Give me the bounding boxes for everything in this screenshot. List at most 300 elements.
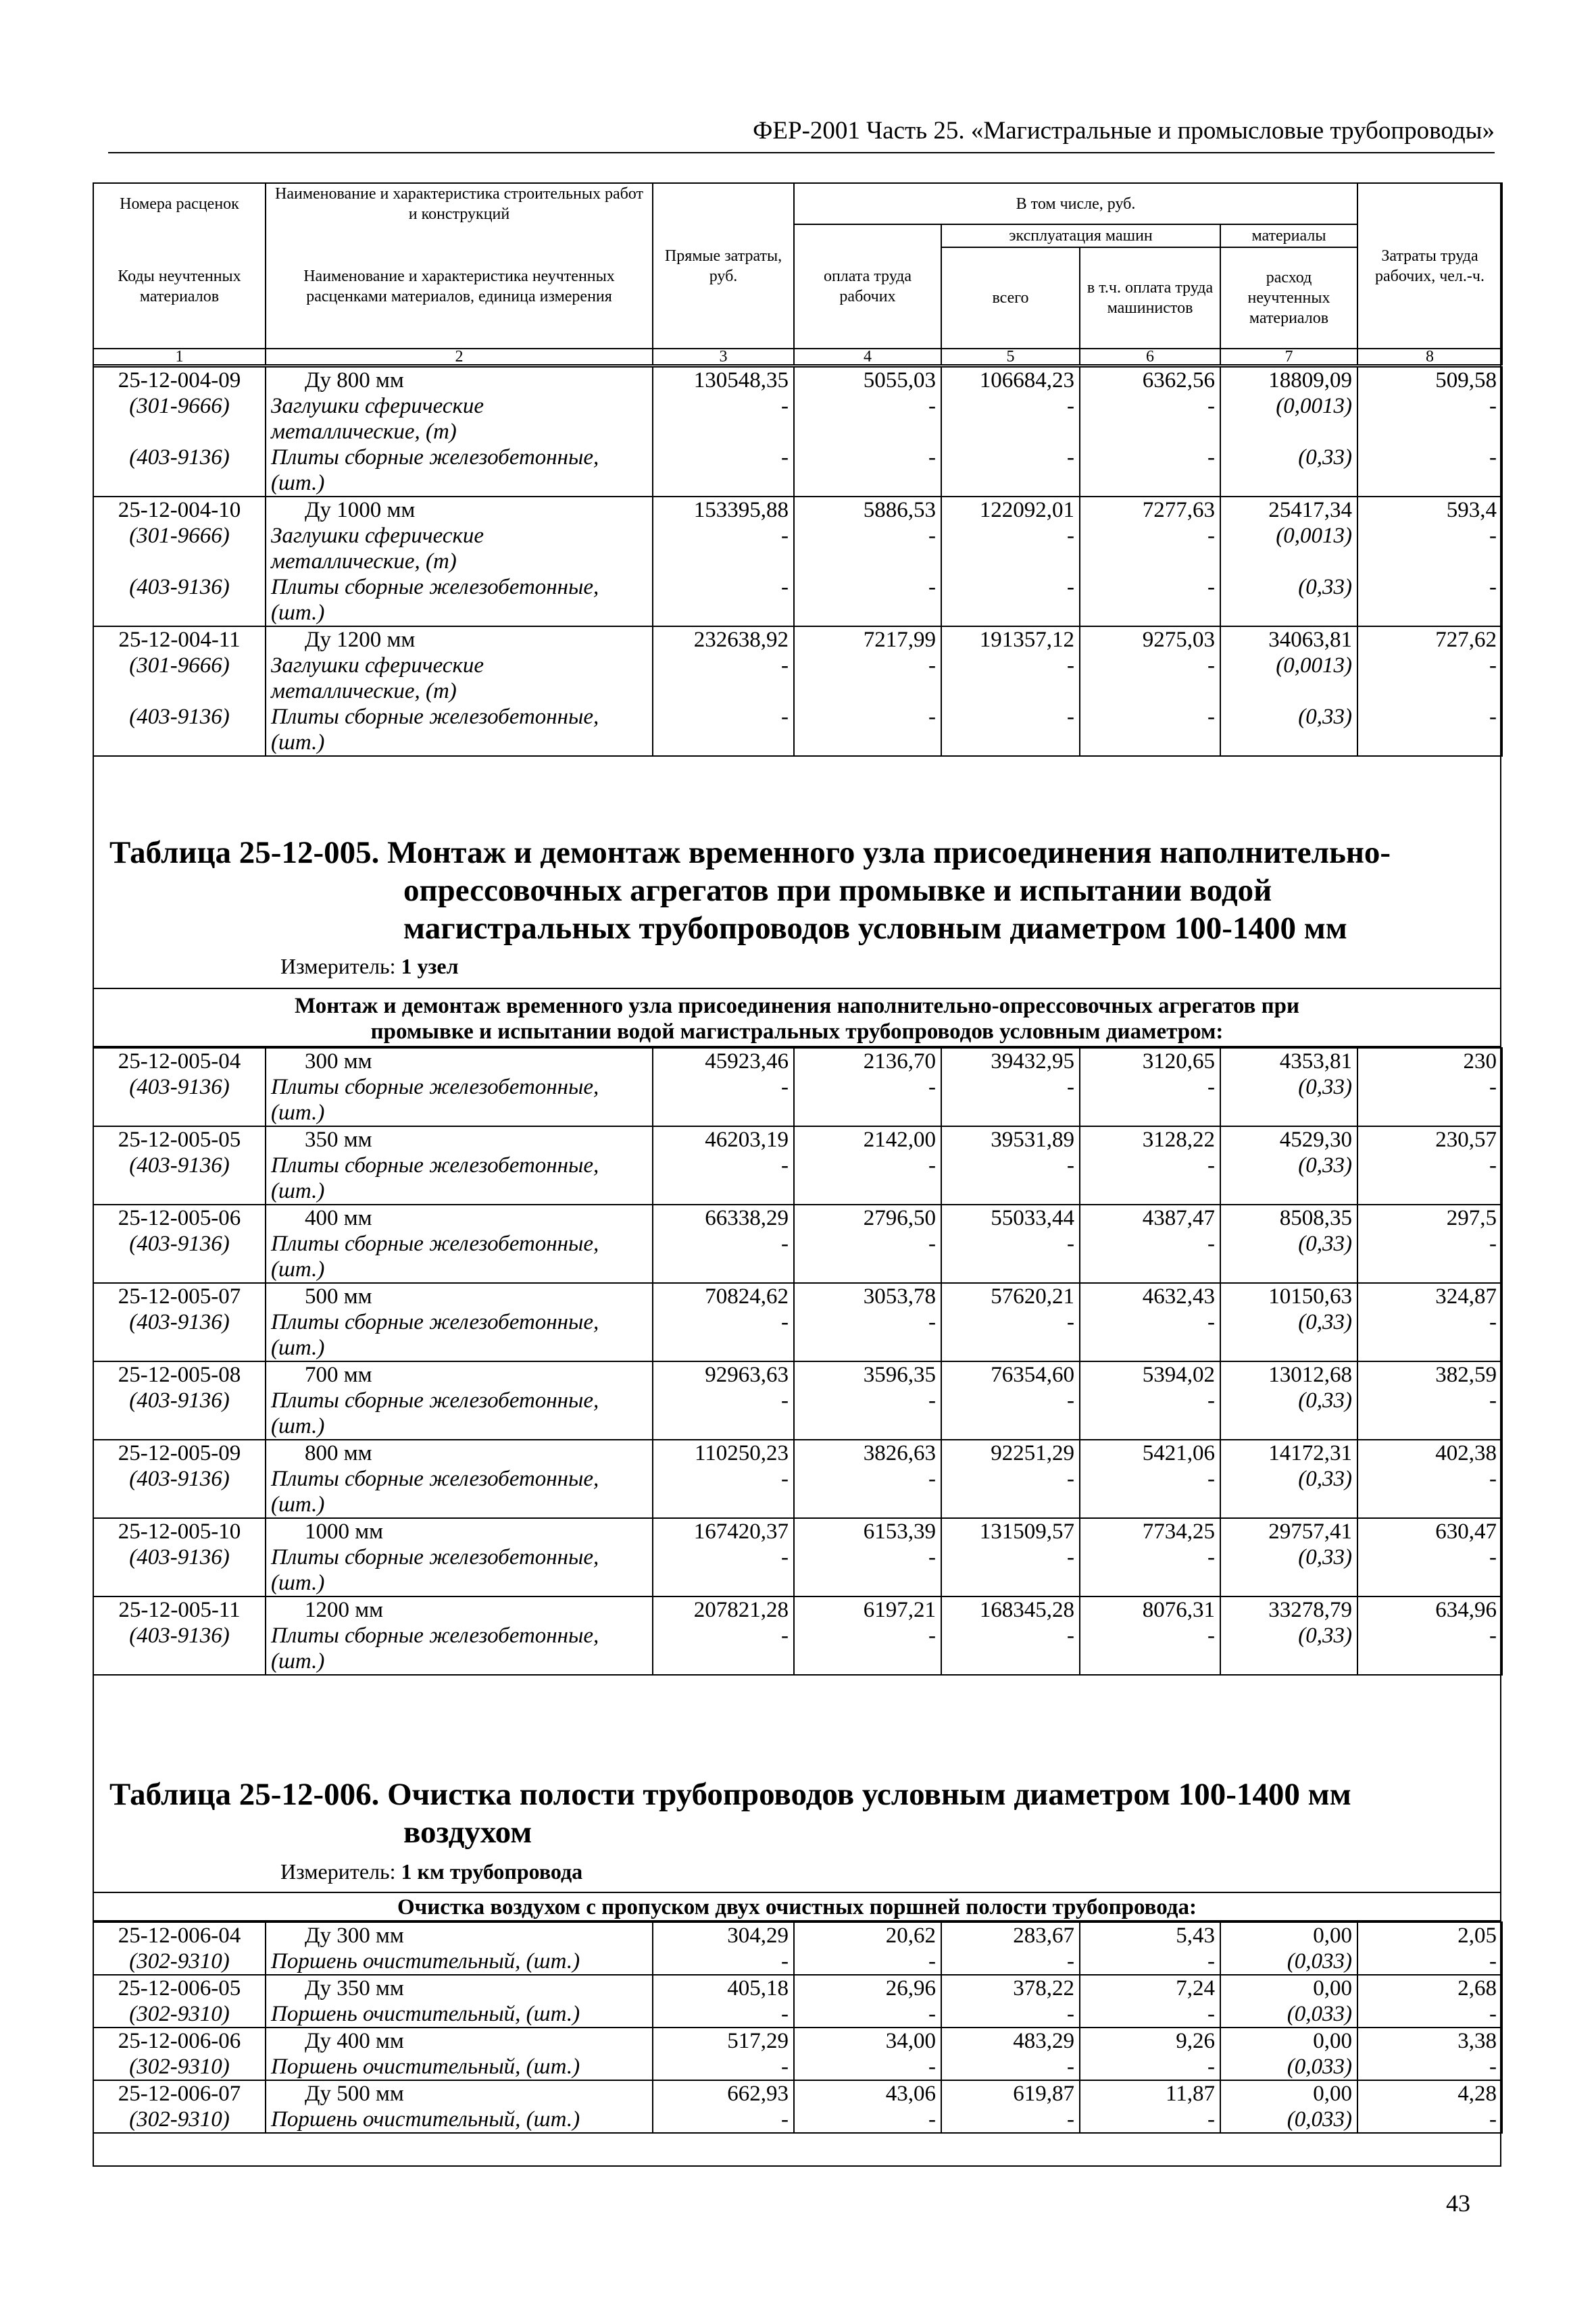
value-cell [1080, 1205, 1220, 1283]
dash-value: - [1067, 445, 1074, 470]
cell-line: 3053,78 [863, 1284, 936, 1309]
value-cell [653, 1518, 794, 1596]
cell-line: Плиты сборные железобетонные, [271, 445, 599, 470]
dash-value: - [1207, 653, 1215, 678]
cell-line: 25417,34 [1268, 498, 1352, 522]
value-cell [794, 1975, 941, 2028]
cell-line: 5055,03 [863, 368, 936, 393]
cell-line: (0,33) [1298, 1153, 1352, 1178]
value-cell [1080, 626, 1220, 756]
cell-line-blank [1363, 1649, 1497, 1674]
dash-value: - [1207, 1075, 1215, 1099]
cell-line-blank [799, 419, 936, 445]
cell-line: 45923,46 [705, 1049, 789, 1074]
cell-line-blank [947, 1100, 1074, 1126]
dash-value: - [1067, 394, 1074, 418]
cell-line: 25-12-005-05 [118, 1128, 241, 1152]
dash-value: - [1067, 524, 1074, 548]
cell-line: (403-9136) [129, 1467, 230, 1491]
dash-value: - [1067, 2055, 1074, 2079]
cell-line: 25-12-005-09 [118, 1441, 241, 1465]
dash-value: - [781, 653, 789, 678]
cell-line-blank [947, 1570, 1074, 1596]
name-cell [266, 1283, 653, 1361]
cell-line: 3120,65 [1142, 1049, 1215, 1074]
dash-value: - [1489, 1467, 1497, 1491]
cell-line-blank [799, 1492, 936, 1517]
value-cell [941, 1596, 1080, 1675]
dash-value: - [928, 524, 936, 548]
dash-value: - [781, 1624, 789, 1648]
cell-line-blank [1363, 1570, 1497, 1596]
cell-line: 2,05 [1457, 1923, 1497, 1948]
cell-line-blank [1363, 1492, 1497, 1517]
cell-line-blank [1085, 1413, 1215, 1439]
value-cell [1357, 1975, 1502, 2028]
value-cell [1357, 1596, 1502, 1675]
cell-line-blank [947, 549, 1074, 574]
cell-line: (0,33) [1298, 1545, 1352, 1569]
table-25-12-006 [93, 1921, 1503, 2134]
value-cell [1357, 626, 1502, 756]
cell-line-blank [799, 549, 936, 574]
cell-line-blank [1085, 1335, 1215, 1361]
cell-line: (шт.) [271, 1336, 325, 1360]
value-cell [653, 1126, 794, 1205]
cell-line: Заглушки сферические [271, 524, 484, 548]
cell-line: 662,93 [727, 2082, 789, 2106]
cell-line: 500 мм [305, 1284, 372, 1309]
cell-line: 405,18 [727, 1976, 789, 2001]
code-cell [93, 1126, 266, 1205]
table-row [93, 1205, 1502, 1283]
cell-line: 29757,41 [1268, 1519, 1352, 1544]
name-cell [266, 367, 653, 497]
cell-line: (0,033) [1287, 2055, 1352, 2079]
cell-line: (403-9136) [129, 1388, 230, 1413]
cell-line: 6197,21 [863, 1598, 936, 1622]
table-005-section-header [93, 988, 1501, 1047]
cell-line-blank [99, 1335, 260, 1361]
col2-top-header: Наименование и характеристика строительных работ и конструкций [266, 183, 653, 224]
cell-line: 11,87 [1165, 2082, 1215, 2106]
cell-line-blank [1085, 419, 1215, 445]
cell-line-blank [1363, 1413, 1497, 1439]
cell-line: 297,5 [1446, 1206, 1497, 1230]
col-index-6: 6 [1080, 349, 1220, 365]
running-header [108, 111, 1495, 153]
dash-value: - [1489, 1232, 1497, 1256]
table-006-section-header [93, 1892, 1501, 1921]
cell-line: металлические, (т) [271, 420, 457, 444]
dash-value: - [781, 524, 789, 548]
table-005-title-line3: магистральных трубопроводов условным диаметром 100-1400 мм [403, 911, 1347, 946]
cell-line: 25-12-004-09 [118, 368, 241, 393]
section-line1: Монтаж и демонтаж временного узла присоединения наполнительно-опрессовочных агрегатов при [295, 994, 1299, 1018]
value-cell [1220, 497, 1357, 626]
cell-line-blank [1226, 1570, 1352, 1596]
cell-line-blank [658, 600, 789, 626]
dash-value: - [781, 1310, 789, 1334]
code-cell [93, 1975, 266, 2028]
value-cell [653, 1361, 794, 1440]
name-cell [266, 2080, 653, 2133]
dash-value: - [1207, 1310, 1215, 1334]
col-index-8: 8 [1357, 349, 1502, 365]
value-cell [794, 1361, 941, 1440]
cell-line-blank [799, 1257, 936, 1282]
cell-line: 13012,68 [1268, 1363, 1352, 1387]
cell-line: 122092,01 [979, 498, 1074, 522]
cell-line: (0,33) [1298, 1467, 1352, 1491]
dash-value: - [928, 1388, 936, 1413]
table-row [93, 1440, 1502, 1518]
cell-line: (0,33) [1298, 575, 1352, 599]
cell-line: 700 мм [305, 1363, 372, 1387]
cell-line: 92251,29 [991, 1441, 1074, 1465]
value-cell [1357, 2028, 1502, 2080]
dash-value: - [1489, 445, 1497, 470]
dash-value: - [781, 1545, 789, 1569]
cell-line: 168345,28 [979, 1598, 1074, 1622]
cell-line-blank [658, 1649, 789, 1674]
cell-line: 76354,60 [991, 1363, 1074, 1387]
section-line: Очистка воздухом с пропуском двух очистных поршней полости трубопровода: [397, 1895, 1197, 1919]
dash-value: - [781, 1075, 789, 1099]
table-25-12-004 [93, 366, 1503, 757]
value-cell [794, 626, 941, 756]
cell-line-blank [1363, 419, 1497, 445]
value-cell [1357, 1283, 1502, 1361]
cell-line: 25-12-005-08 [118, 1363, 241, 1387]
dash-value: - [1067, 2107, 1074, 2132]
cell-line: 5394,02 [1142, 1363, 1215, 1387]
value-cell [794, 497, 941, 626]
section-line2: промывке и испытании водой магистральных трубопроводов условным диаметром: [370, 1020, 1224, 1044]
value-cell [941, 1126, 1080, 1205]
col4-header: оплата труда рабочих [794, 224, 941, 349]
cell-line-blank [99, 1178, 260, 1204]
code-cell [93, 1048, 266, 1126]
cell-line-blank [99, 1649, 260, 1674]
name-cell [266, 1048, 653, 1126]
table-row [93, 2028, 1502, 2080]
value-cell [1357, 1440, 1502, 1518]
value-cell [1080, 1975, 1220, 2028]
col8-header: Затраты труда рабочих, чел.-ч. [1357, 183, 1502, 349]
cell-line-blank [1226, 470, 1352, 496]
table-25-12-005 [93, 1047, 1503, 1676]
cell-line: (шт.) [271, 1492, 325, 1517]
value-cell [794, 367, 941, 497]
cell-line: 232638,92 [693, 628, 789, 652]
cell-line-blank [1085, 1492, 1215, 1517]
cell-line: 4,28 [1457, 2082, 1497, 2106]
cell-line: (0,0013) [1276, 394, 1352, 418]
cell-line-blank [799, 1178, 936, 1204]
cell-line-blank [1226, 1413, 1352, 1439]
col2-bottom-header: Наименование и характеристика неучтенных расценками материалов, единица измерения [266, 224, 653, 349]
dash-value: - [928, 1624, 936, 1648]
cell-line: (шт.) [271, 601, 325, 625]
value-cell [1220, 1048, 1357, 1126]
cell-line: 106684,23 [979, 368, 1074, 393]
cell-line-blank [799, 1649, 936, 1674]
value-cell [1220, 1283, 1357, 1361]
cell-line-blank [658, 549, 789, 574]
cell-line-blank [799, 470, 936, 496]
cell-line: 509,58 [1435, 368, 1497, 393]
value-cell [1080, 1126, 1220, 1205]
cell-line: 230,57 [1435, 1128, 1497, 1152]
table-row [93, 626, 1502, 756]
cell-line: 5421,06 [1142, 1441, 1215, 1465]
cell-line: (403-9136) [129, 1624, 230, 1648]
value-cell [653, 1596, 794, 1675]
cell-line-blank [1085, 678, 1215, 704]
cell-line: 25-12-005-04 [118, 1049, 241, 1074]
cell-line-blank [947, 470, 1074, 496]
cell-line: 43,06 [885, 2082, 936, 2106]
dash-value: - [1207, 1949, 1215, 1973]
cell-line: 2136,70 [863, 1049, 936, 1074]
cell-line: (шт.) [271, 1571, 325, 1595]
cell-line-blank [99, 1492, 260, 1517]
cell-line-blank [1226, 730, 1352, 755]
cell-line: (403-9136) [129, 1153, 230, 1178]
dash-value: - [1067, 1949, 1074, 1973]
value-cell [1357, 1126, 1502, 1205]
cell-line: 9275,03 [1142, 628, 1215, 652]
cell-line: 25-12-005-06 [118, 1206, 241, 1230]
cell-line: (0,33) [1298, 1388, 1352, 1413]
name-cell [266, 497, 653, 626]
cell-line: 55033,44 [991, 1206, 1074, 1230]
cell-line: 20,62 [885, 1923, 936, 1948]
dash-value: - [781, 1388, 789, 1413]
cell-line-blank [799, 1413, 936, 1439]
value-cell [1080, 367, 1220, 497]
code-cell [93, 2028, 266, 2080]
cell-line: Ду 300 мм [305, 1923, 404, 1948]
cell-line: 34063,81 [1268, 628, 1352, 652]
cell-line: 33278,79 [1268, 1598, 1352, 1622]
cell-line-blank [99, 1570, 260, 1596]
cell-line-blank [1363, 549, 1497, 574]
cell-line: 14172,31 [1268, 1441, 1352, 1465]
cell-line: 25-12-006-05 [118, 1976, 241, 2001]
cell-line: 2,68 [1457, 1976, 1497, 2001]
cell-line: 207821,28 [693, 1598, 789, 1622]
cell-line-blank [1363, 470, 1497, 496]
cell-line-blank [799, 600, 936, 626]
cell-line-blank [1226, 600, 1352, 626]
dash-value: - [1067, 1624, 1074, 1648]
code-cell [93, 1518, 266, 1596]
cell-line: 300 мм [305, 1049, 372, 1074]
cell-line: Поршень очистительный, (шт.) [271, 1949, 580, 1973]
cell-line-blank [799, 730, 936, 755]
value-cell [941, 497, 1080, 626]
cell-line-blank [99, 1100, 260, 1126]
value-cell [941, 1440, 1080, 1518]
cell-line: Плиты сборные железобетонные, [271, 1075, 599, 1099]
value-cell [941, 2080, 1080, 2133]
dash-value: - [1207, 1545, 1215, 1569]
value-cell [653, 1440, 794, 1518]
dash-value: - [1067, 575, 1074, 599]
value-cell [794, 2028, 941, 2080]
table-005-title-line1: Таблица 25-12-005. Монтаж и демонтаж временного узла присоединения наполнительно- [109, 835, 1391, 870]
cell-line-blank [1226, 1335, 1352, 1361]
value-cell [941, 1518, 1080, 1596]
cell-line-blank [1363, 1257, 1497, 1282]
dash-value: - [1067, 1075, 1074, 1099]
table-row [93, 2080, 1502, 2133]
cell-line-blank [1363, 678, 1497, 704]
cell-line: 8076,31 [1142, 1598, 1215, 1622]
dash-value: - [928, 2055, 936, 2079]
value-cell [1220, 1126, 1357, 1205]
cell-line: 9,26 [1176, 2029, 1215, 2053]
name-cell [266, 2028, 653, 2080]
cell-line-blank [1226, 549, 1352, 574]
value-cell [653, 626, 794, 756]
value-cell [653, 1283, 794, 1361]
col5-header: всего [941, 247, 1080, 349]
cell-line-blank [658, 470, 789, 496]
cell-line-blank [658, 419, 789, 445]
dash-value: - [781, 1153, 789, 1178]
materials-group-header: материалы [1220, 224, 1357, 247]
cell-line: (302-9310) [129, 2002, 230, 2026]
cell-line: Плиты сборные железобетонные, [271, 1545, 599, 1569]
dash-value: - [1207, 1624, 1215, 1648]
page-number: 43 [1446, 2190, 1470, 2217]
dash-value: - [1207, 394, 1215, 418]
name-cell [266, 1518, 653, 1596]
dash-value: - [1207, 1467, 1215, 1491]
dash-value: - [1489, 1075, 1497, 1099]
value-cell [1080, 1922, 1220, 1975]
cell-line: 153395,88 [693, 498, 789, 522]
value-cell [653, 2080, 794, 2133]
cell-line: (403-9136) [129, 1232, 230, 1256]
dash-value: - [928, 575, 936, 599]
value-cell [794, 1440, 941, 1518]
table-row [93, 1518, 1502, 1596]
cell-line: 25-12-005-11 [118, 1598, 241, 1622]
cell-line: 3128,22 [1142, 1128, 1215, 1152]
table-row [93, 1126, 1502, 1205]
cell-line: 4387,47 [1142, 1206, 1215, 1230]
dash-value: - [781, 1232, 789, 1256]
cell-line: (0,33) [1298, 445, 1352, 470]
dash-value: - [1489, 575, 1497, 599]
breakdown-group-header: В том числе, руб. [794, 183, 1357, 224]
col1-bottom-header: Коды неучтенных материалов [93, 224, 266, 349]
machines-group-header: эксплуатация машин [941, 224, 1220, 247]
column-header [93, 182, 1503, 366]
table-row [93, 1596, 1502, 1675]
value-cell [653, 367, 794, 497]
cell-line: (403-9136) [129, 1545, 230, 1569]
cell-line: 25-12-005-07 [118, 1284, 241, 1309]
col-index-1: 1 [93, 349, 266, 365]
value-cell [941, 1922, 1080, 1975]
value-cell [1220, 367, 1357, 497]
cell-line: 304,29 [727, 1923, 789, 1948]
cell-line-blank [99, 1413, 260, 1439]
cell-line: 39432,95 [991, 1049, 1074, 1074]
value-cell [1080, 1440, 1220, 1518]
table-006-title-line1: Таблица 25-12-006. Очистка полости трубопроводов условным диаметром 100-1400 мм [109, 1777, 1351, 1812]
cell-line: (0,033) [1287, 1949, 1352, 1973]
value-cell [1357, 2080, 1502, 2133]
table-row [93, 367, 1502, 497]
cell-line: Ду 1000 мм [305, 498, 416, 522]
cell-line: Ду 400 мм [305, 2029, 404, 2053]
dash-value: - [781, 2002, 789, 2026]
dash-value: - [1207, 1153, 1215, 1178]
code-cell [93, 626, 266, 756]
cell-line: Плиты сборные железобетонные, [271, 1153, 599, 1178]
cell-line: 25-12-006-06 [118, 2029, 241, 2053]
cell-line: 25-12-006-04 [118, 1923, 241, 1948]
cell-line-blank [1085, 549, 1215, 574]
cell-line: 378,22 [1013, 1976, 1074, 2001]
cell-line: 1000 мм [305, 1519, 384, 1544]
cell-line: 1200 мм [305, 1598, 384, 1622]
cell-line: (0,033) [1287, 2002, 1352, 2026]
cell-line: Ду 1200 мм [305, 628, 416, 652]
cell-line: 350 мм [305, 1128, 372, 1152]
value-cell [1220, 1596, 1357, 1675]
cell-line-blank [99, 600, 260, 626]
dash-value: - [928, 2107, 936, 2132]
code-cell [93, 1922, 266, 1975]
cell-line: 191357,12 [979, 628, 1074, 652]
cell-line-blank [947, 1335, 1074, 1361]
code-cell [93, 1596, 266, 1675]
cell-line: 634,96 [1435, 1598, 1497, 1622]
cell-line-blank [1226, 1649, 1352, 1674]
value-cell [941, 2028, 1080, 2080]
col-index-7: 7 [1220, 349, 1357, 365]
cell-line: (0,33) [1298, 1232, 1352, 1256]
cell-line-blank [1085, 730, 1215, 755]
cell-line-blank [658, 1570, 789, 1596]
cell-line: (шт.) [271, 1414, 325, 1438]
value-cell [794, 1048, 941, 1126]
table-006-title-line2: воздухом [403, 1815, 532, 1850]
meter-label: Измеритель: [280, 954, 396, 978]
code-cell [93, 1283, 266, 1361]
dash-value: - [781, 2055, 789, 2079]
value-cell [941, 1283, 1080, 1361]
value-cell [1357, 497, 1502, 626]
col-index-5: 5 [941, 349, 1080, 365]
cell-line-blank [658, 1413, 789, 1439]
table-row [93, 1922, 1502, 1975]
value-cell [1220, 1361, 1357, 1440]
dash-value: - [1489, 394, 1497, 418]
cell-line: 7734,25 [1142, 1519, 1215, 1544]
cell-line-blank [1363, 1335, 1497, 1361]
dash-value: - [928, 1310, 936, 1334]
value-cell [1080, 1048, 1220, 1126]
cell-line: (0,033) [1287, 2107, 1352, 2132]
